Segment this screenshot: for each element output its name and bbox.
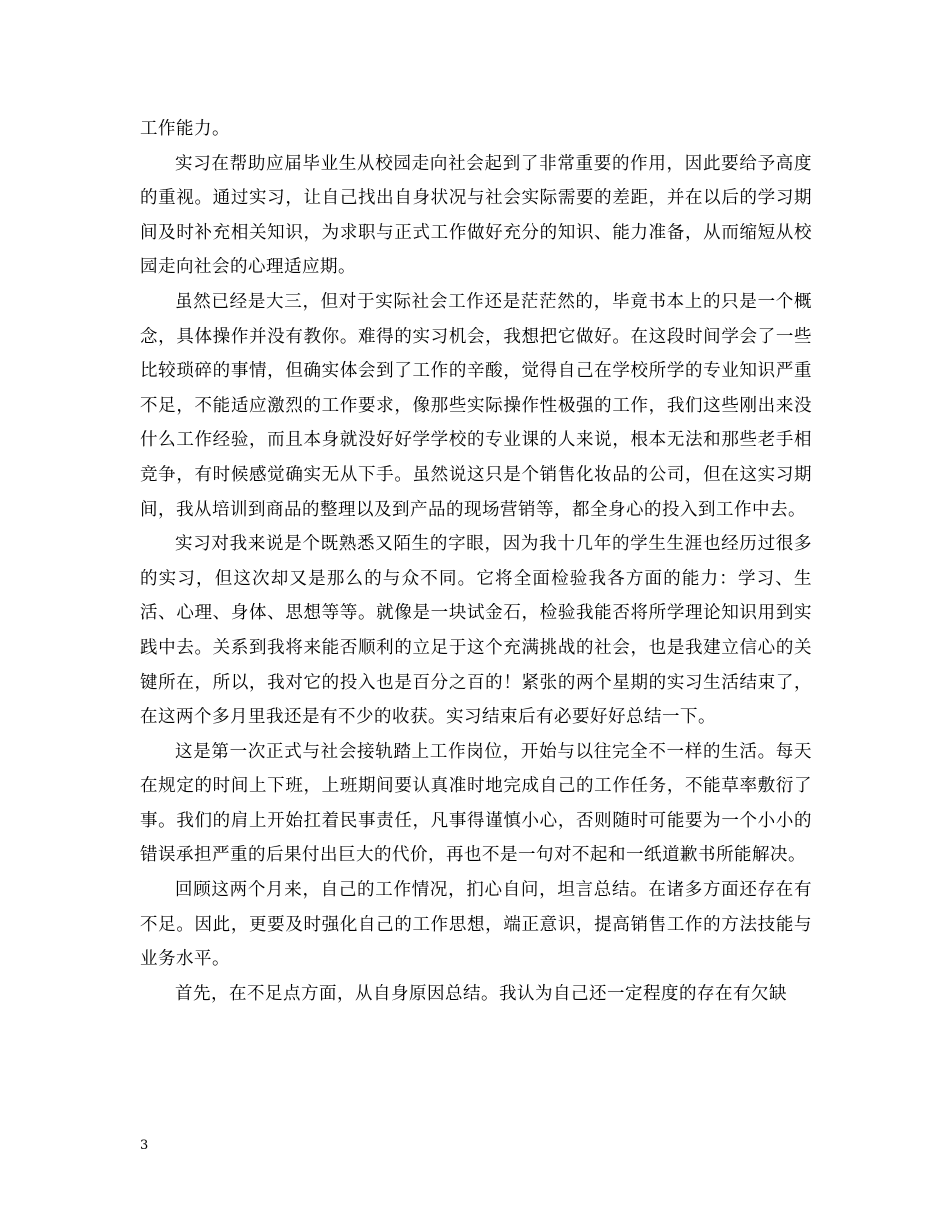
paragraph-1: 工作能力。: [140, 119, 230, 139]
paragraph-4: 实习对我来说是个既熟悉又陌生的字眼，因为我十几年的学生生涯也经历过很多的实习，但这次却又是那么的与众不同。它将全面检验我各方面的能力：学习、生活、心理、身体、思想等等。就像是一块试金石，检验我能否将所学理论知识用到实践中去。关系到我将来能否顺利的立足于这个充满挑战的社会，也是我建立信心的关键所在，所以，我对它的投入也是百分之百的！紧张的两个星期的实习生活结束了，在这两个多月里我还是有不少的收获。实习结束后有必要好好总结一下。: [140, 534, 812, 728]
paragraph-5: 这是第一次正式与社会接轨踏上工作岗位，开始与以往完全不一样的生活。每天在规定的时间上下班，上班期间要认真准时地完成自己的工作任务，不能草率敷衍了事。我们的肩上开始扛着民事责任，凡事得谨慎小心，否则随时可能要为一个小小的错误承担严重的后果付出巨大的代价，再也不是一句对不起和一纸道歉书所能解决。: [140, 741, 812, 866]
page-number: 3: [140, 1138, 149, 1153]
body-text: [140, 112, 812, 1011]
paragraph-7: 首先，在不足点方面，从自身原因总结。我认为自己还一定程度的存在有欠缺: [175, 983, 787, 1004]
paragraph-2: 实习在帮助应届毕业生从校园走向社会起到了非常重要的作用，因此要给予高度的重视。通过实习，让自己找出自身状况与社会实际需要的差距，并在以后的学习期间及时补充相关知识，为求职与正式工作做好充分的知识、能力准备，从而缩短从校园走向社会的心理适应期。: [140, 153, 812, 278]
paragraph-3: 虽然已经是大三，但对于实际社会工作还是茫茫然的，毕竟书本上的只是一个概念，具体操作并没有教你。难得的实习机会，我想把它做好。在这段时间学会了一些比较琐碎的事情，但确实体会到了工作的辛酸，觉得自己在学校所学的专业知识严重不足，不能适应激烈的工作要求，像那些实际操作性极强的工作，我们这些刚出来没什么工作经验，而且本身就没好好学学校的专业课的人来说，根本无法和那些老手相竞争，有时候感觉确实无从下手。虽然说这只是个销售化妆品的公司，但在这实习期间，我从培训到商品的整理以及到产品的现场营销等，都全身心的投入到工作中去。: [140, 291, 812, 520]
paragraph-6: 回顾这两个月来，自己的工作情况，扪心自问，坦言总结。在诸多方面还存在有不足。因此，更要及时强化自己的工作思想，端正意识，提高销售工作的方法技能与业务水平。: [140, 880, 812, 970]
